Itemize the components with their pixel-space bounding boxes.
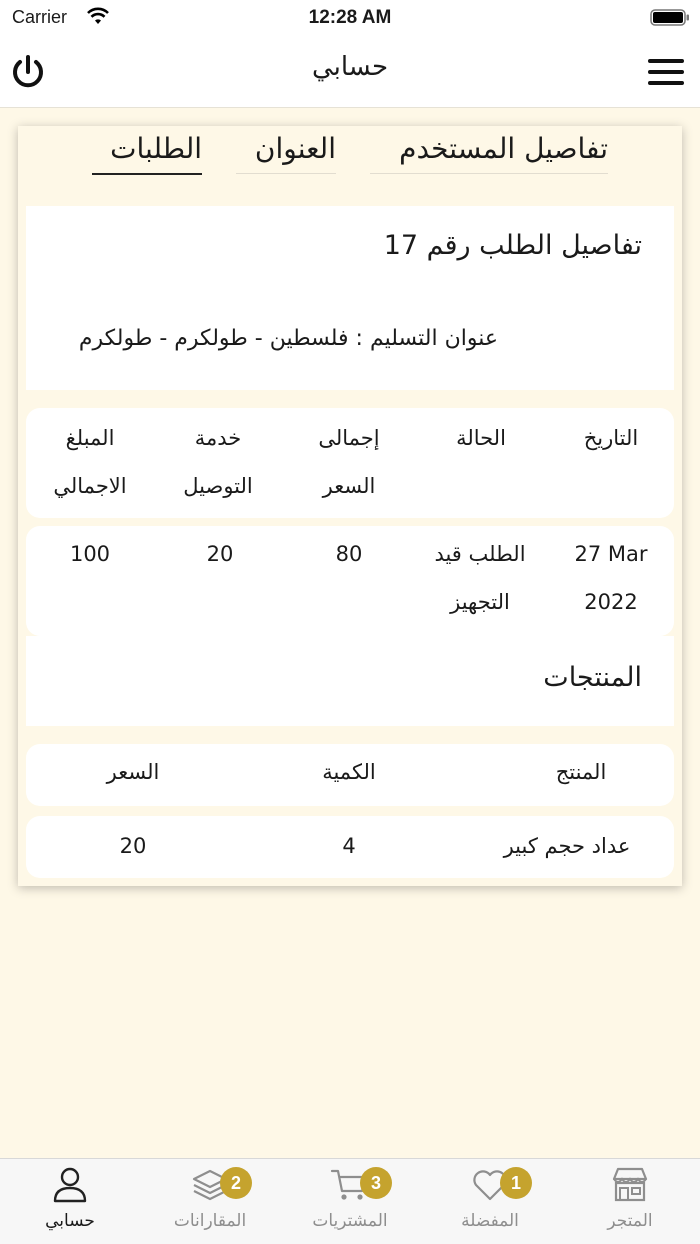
value-date-line1: 27 Mar xyxy=(574,542,648,566)
header-grand-total-line2: الاجمالي xyxy=(53,474,127,498)
order-summary-values xyxy=(26,526,674,636)
header-total-price-line2: السعر xyxy=(322,474,376,498)
header-product: المنتج xyxy=(555,760,607,784)
products-panel xyxy=(26,636,674,726)
products-header xyxy=(26,744,674,806)
value-status-line2: التجهيز xyxy=(450,590,510,614)
header-quantity: الكمية xyxy=(322,760,376,784)
account-card xyxy=(18,126,682,886)
value-total-price: 80 xyxy=(335,542,363,566)
page-title: حسابي xyxy=(311,52,389,82)
tab-orders[interactable]: الطلبات xyxy=(92,132,202,175)
carrier-label: Carrier xyxy=(12,7,68,27)
tabbar-account[interactable] xyxy=(0,1159,140,1244)
tabbar-account-label: حسابي xyxy=(45,1211,95,1231)
tabbar-store-label: المتجر xyxy=(607,1211,653,1231)
delivery-address: عنوان التسليم : فلسطين - طولكرم - طولكرم xyxy=(78,326,498,351)
comparisons-badge: 2 xyxy=(220,1167,252,1199)
tabbar-purchases[interactable] xyxy=(280,1159,420,1244)
tabbar-comparisons-label: المقارانات xyxy=(173,1211,247,1231)
bottom-tab-bar xyxy=(0,1158,700,1244)
store-icon xyxy=(610,1165,650,1203)
tabbar-store[interactable] xyxy=(560,1159,700,1244)
tabbar-comparisons[interactable] xyxy=(140,1159,280,1244)
products-title: المنتجات xyxy=(543,662,642,693)
nav-bar xyxy=(0,38,700,108)
tabbar-favorites-label: المفضلة xyxy=(461,1211,519,1231)
account-tabs xyxy=(18,126,682,186)
row-quantity: 4 xyxy=(342,834,356,858)
user-icon xyxy=(50,1165,90,1203)
value-grand-total: 100 xyxy=(69,542,111,566)
status-time: 12:28 AM xyxy=(308,7,392,28)
tab-address[interactable]: العنوان xyxy=(236,132,336,174)
header-status: الحالة xyxy=(456,426,506,450)
header-price: السعر xyxy=(106,760,160,784)
order-title: تفاصيل الطلب رقم 17 xyxy=(383,230,642,261)
header-delivery-line2: التوصيل xyxy=(183,474,253,498)
purchases-badge: 3 xyxy=(360,1167,392,1199)
favorites-badge: 1 xyxy=(500,1167,532,1199)
tab-user-details[interactable]: تفاصيل المستخدم xyxy=(370,132,608,174)
header-date: التاريخ xyxy=(583,426,639,450)
tabbar-purchases-label: المشتريات xyxy=(312,1211,388,1231)
battery-icon xyxy=(650,9,690,26)
status-bar xyxy=(0,0,700,38)
order-summary-header xyxy=(26,408,674,518)
header-total-price-line1: إجمالى xyxy=(318,426,380,450)
header-delivery-line1: خدمة xyxy=(194,426,242,450)
value-delivery: 20 xyxy=(206,542,234,566)
order-details-panel xyxy=(26,206,674,390)
hamburger-menu-icon[interactable] xyxy=(646,56,686,88)
row-product: عداد حجم كبير xyxy=(503,834,631,858)
header-grand-total-line1: المبلغ xyxy=(65,426,115,450)
value-status-line1: الطلب قيد xyxy=(434,542,526,566)
row-price: 20 xyxy=(119,834,147,858)
value-date-line2: 2022 xyxy=(584,590,638,614)
tabbar-favorites[interactable] xyxy=(420,1159,560,1244)
table-row[interactable] xyxy=(26,816,674,878)
